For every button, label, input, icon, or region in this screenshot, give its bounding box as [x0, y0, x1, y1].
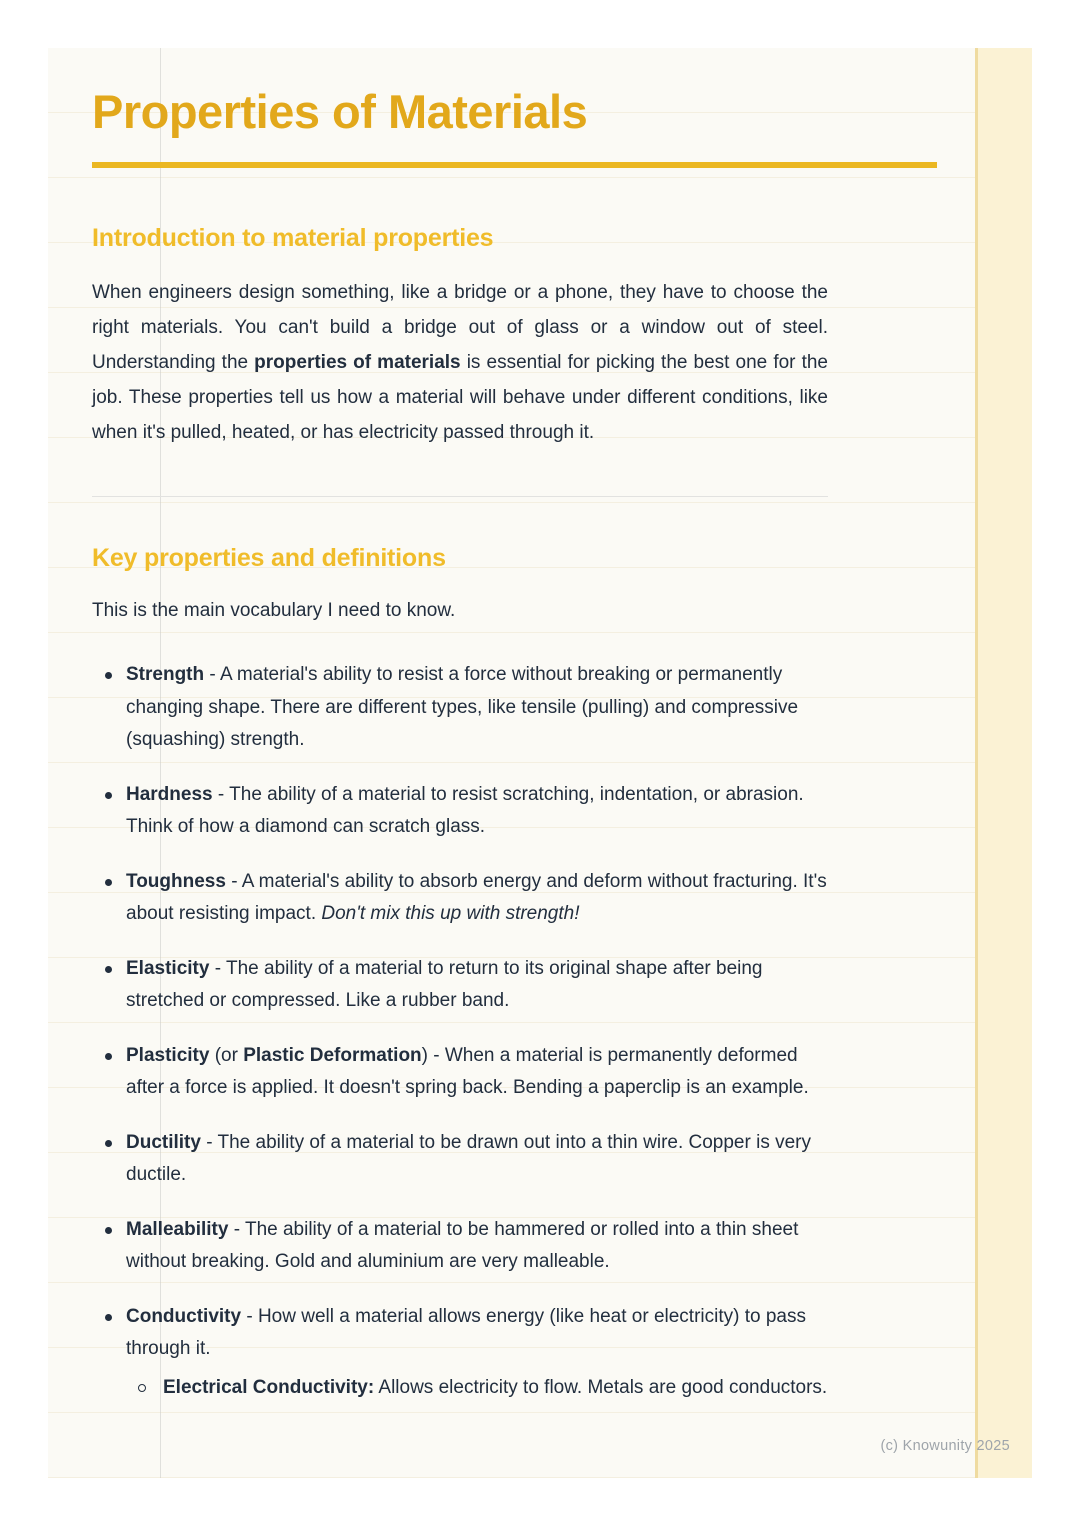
list-item: [105, 1127, 828, 1192]
text-run: - How well a material allows energy (like heat or electricity) to pass through it.: [126, 1305, 806, 1359]
list-item: [105, 1040, 828, 1105]
bold-text: Elasticity: [126, 957, 210, 979]
text-run: (or: [209, 1044, 244, 1066]
text-run: - The ability of a material to resist scratching, indentation, or abrasion. Think of how a diamond can scratch glass.: [126, 783, 804, 837]
bullet-icon: [105, 1314, 112, 1321]
text-run: - A material's ability to resist a force without breaking or permanently changing shape. There are different types, like tensile (pulling) and compressive (squashing) strength.: [126, 664, 799, 750]
text-run: When engineers design something, like a bridge or a phone, they have to choose the right materials. You can't build a bridge out of glass or a window out of steel. Understanding the: [92, 282, 828, 373]
text-run: is essential for picking the best one for the job. These properties tell us how a material will behave under different conditions, like when it's pulled, heated, or has electricity passed through it.: [92, 352, 828, 443]
list-item: [105, 1301, 828, 1405]
list-item: [105, 1214, 828, 1279]
intro-paragraph: [92, 275, 828, 450]
bullet-icon: [105, 1053, 112, 1060]
page-title: Properties of Materials: [92, 85, 588, 138]
hollow-bullet-icon: [138, 1384, 146, 1392]
text-run: - A material's ability to absorb energy and deform without fracturing. It's about resisting impact.: [126, 870, 827, 924]
bold-text: Toughness: [126, 870, 226, 892]
copyright-footer: (c) Knowunity 2025: [880, 1438, 1010, 1454]
bold-text: Conductivity: [126, 1305, 242, 1327]
bold-text: Strength: [126, 664, 205, 685]
list-item: [105, 866, 828, 931]
title-underline-rule: [92, 162, 937, 168]
lead-text: This is the main vocabulary I need to know.: [92, 600, 456, 621]
bold-text: Plasticity: [126, 1044, 210, 1066]
bullet-icon: [105, 672, 112, 679]
text-run: ) - When a material is permanently deformed after a force is applied. It doesn't spring back. Bending a paperclip is an example.: [126, 1044, 809, 1098]
sub-list-item: [138, 1372, 828, 1405]
bold-text: Ductility: [126, 1131, 201, 1153]
text-run: Allows electricity to flow. Metals are good conductors.: [374, 1376, 828, 1398]
bullet-icon: [105, 792, 112, 799]
text-run: - The ability of a material to be drawn out into a thin wire. Copper is very ductile.: [126, 1131, 812, 1185]
sub-list: [126, 1372, 828, 1405]
bullet-icon: [105, 1140, 112, 1147]
italic-text: Don't mix this up with strength!: [321, 903, 580, 924]
bullet-icon: [105, 879, 112, 886]
section-heading-introduction: Introduction to material properties: [92, 224, 494, 252]
text-run: - The ability of a material to be hammered or rolled into a thin sheet without breaking. Gold and aluminium are very malleable.: [126, 1218, 799, 1272]
bold-text: properties of materials: [254, 352, 461, 373]
bullet-icon: [105, 966, 112, 973]
section-divider: [92, 496, 828, 497]
section-heading-key-properties: Key properties and definitions: [92, 544, 446, 572]
text-run: - The ability of a material to return to its original shape after being stretched or compressed. Like a rubber band.: [126, 957, 763, 1011]
properties-list: [92, 659, 828, 1404]
bold-text: Hardness: [126, 783, 213, 805]
list-item: [105, 953, 828, 1018]
list-item: [105, 779, 828, 844]
right-accent-band: [975, 48, 1032, 1478]
bold-text: Malleability: [126, 1218, 229, 1240]
bullet-icon: [105, 1227, 112, 1234]
page-content: [92, 48, 828, 1426]
list-item: [105, 659, 828, 757]
notes-page: [48, 48, 1032, 1478]
bold-text: Plastic Deformation: [243, 1044, 422, 1066]
bold-text: Electrical Conductivity:: [163, 1376, 375, 1398]
